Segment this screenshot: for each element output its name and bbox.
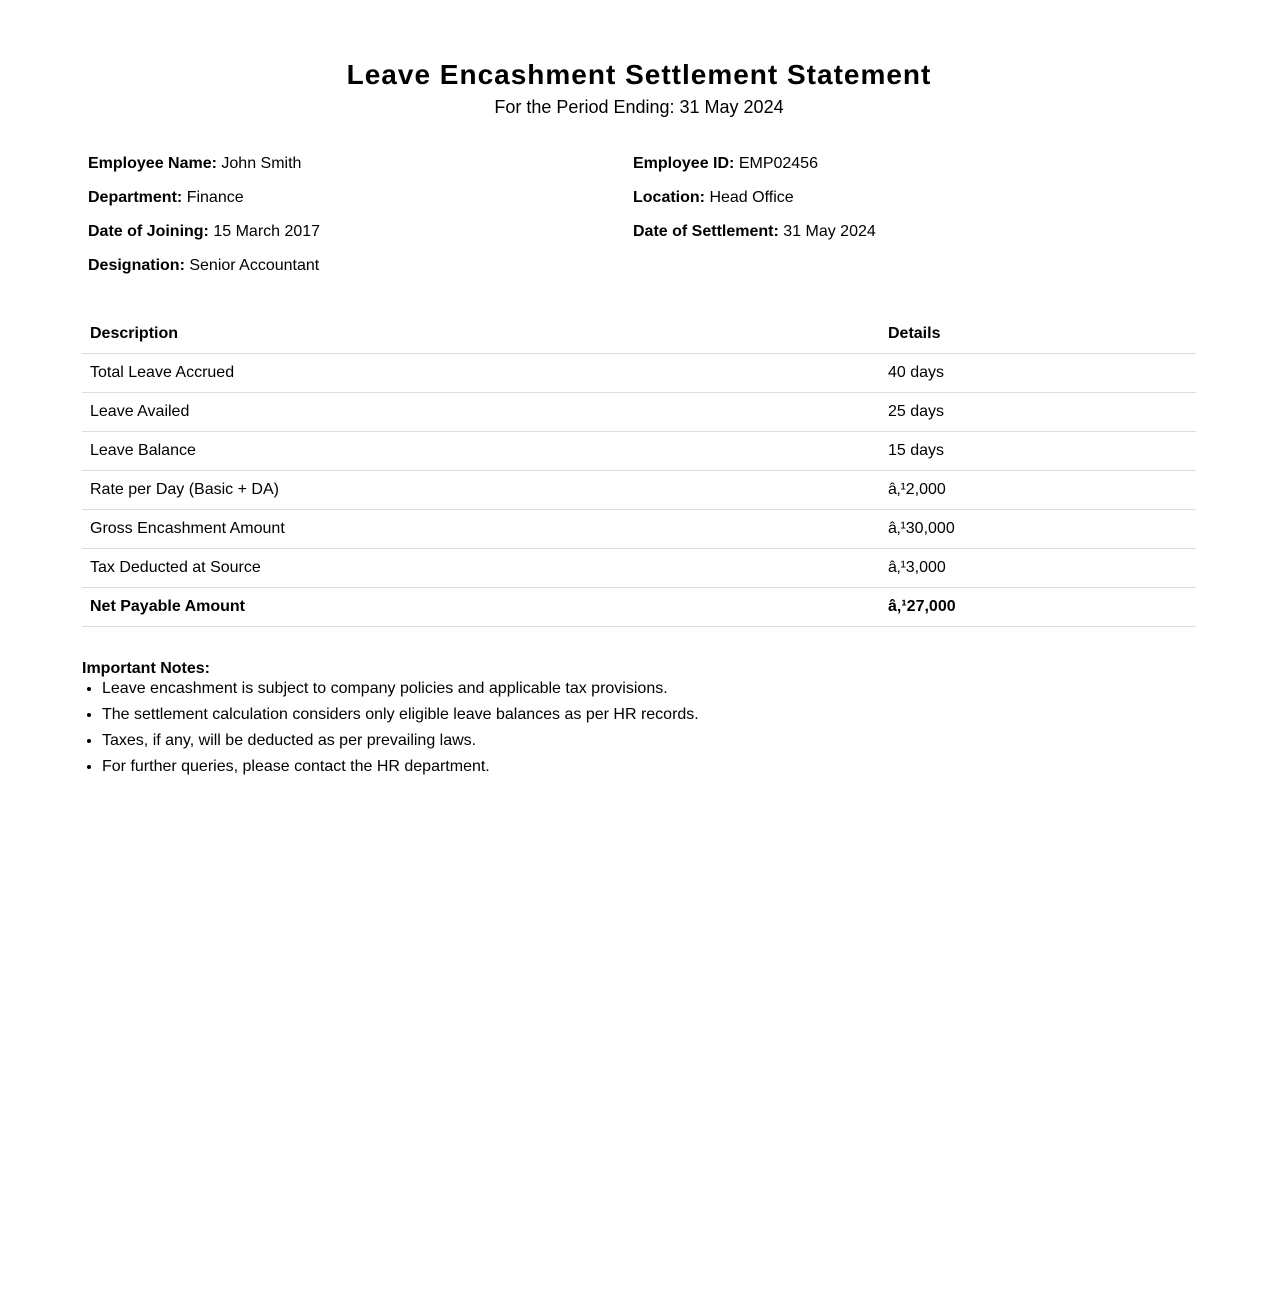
designation-row xyxy=(88,255,320,289)
info-value: Finance xyxy=(186,189,244,206)
table-row xyxy=(82,393,1196,432)
list-item: • For further queries, please contact the HR department. xyxy=(102,757,1196,777)
info-label: Designation: xyxy=(88,257,185,274)
info-value: 31 May 2024 xyxy=(783,223,876,240)
row-description: Tax Deducted at Source xyxy=(82,549,880,588)
settlement-table xyxy=(82,315,1196,627)
list-item: • The settlement calculation considers only eligible leave balances as per HR records. xyxy=(102,705,1196,725)
table-row xyxy=(82,471,1196,510)
important-notes xyxy=(82,659,1196,783)
column-header-description: Description xyxy=(82,315,880,354)
row-description: Total Leave Accrued xyxy=(82,354,880,393)
employee-info-right xyxy=(633,153,876,255)
info-label: Employee ID: xyxy=(633,155,735,172)
table-row xyxy=(82,354,1196,393)
page-title: Leave Encashment Settlement Statement xyxy=(346,59,932,90)
department-row xyxy=(88,187,320,221)
info-label: Date of Settlement: xyxy=(633,223,779,240)
row-details: â‚¹30,000 xyxy=(880,510,1196,549)
employee-name-row xyxy=(88,153,320,187)
info-value: Head Office xyxy=(709,189,794,206)
notes-list xyxy=(82,679,1196,777)
notes-title: Important Notes: xyxy=(82,660,210,677)
table-row xyxy=(82,549,1196,588)
net-payable-row xyxy=(82,588,1196,627)
info-label: Location: xyxy=(633,189,705,206)
row-description: Leave Balance xyxy=(82,432,880,471)
info-label: Department: xyxy=(88,189,183,206)
table-header-row xyxy=(82,315,1196,354)
table-row xyxy=(82,510,1196,549)
row-details: 15 days xyxy=(880,432,1196,471)
period-subtitle: For the Period Ending: 31 May 2024 xyxy=(494,97,784,117)
info-value: Senior Accountant xyxy=(189,257,320,274)
list-item: • Leave encashment is subject to company policies and applicable tax provisions. xyxy=(102,679,1196,699)
row-details: â‚¹2,000 xyxy=(880,471,1196,510)
info-label: Date of Joining: xyxy=(88,223,209,240)
row-description: Net Payable Amount xyxy=(82,588,880,627)
info-value: John Smith xyxy=(221,155,302,172)
info-value: EMP02456 xyxy=(738,155,818,172)
row-details: â‚¹27,000 xyxy=(880,588,1196,627)
date-of-settlement-row xyxy=(633,221,876,255)
row-description: Rate per Day (Basic + DA) xyxy=(82,471,880,510)
row-description: Leave Availed xyxy=(82,393,880,432)
table-row xyxy=(82,432,1196,471)
location-row xyxy=(633,187,876,221)
row-details: 40 days xyxy=(880,354,1196,393)
row-details: 25 days xyxy=(880,393,1196,432)
list-item: • Taxes, if any, will be deducted as per prevailing laws. xyxy=(102,731,1196,751)
employee-info-left xyxy=(88,153,320,289)
row-description: Gross Encashment Amount xyxy=(82,510,880,549)
row-details: â‚¹3,000 xyxy=(880,549,1196,588)
employee-id-row xyxy=(633,153,876,187)
info-label: Employee Name: xyxy=(88,155,217,172)
column-header-details: Details xyxy=(880,315,1196,354)
info-value: 15 March 2017 xyxy=(213,223,321,240)
date-of-joining-row xyxy=(88,221,320,255)
